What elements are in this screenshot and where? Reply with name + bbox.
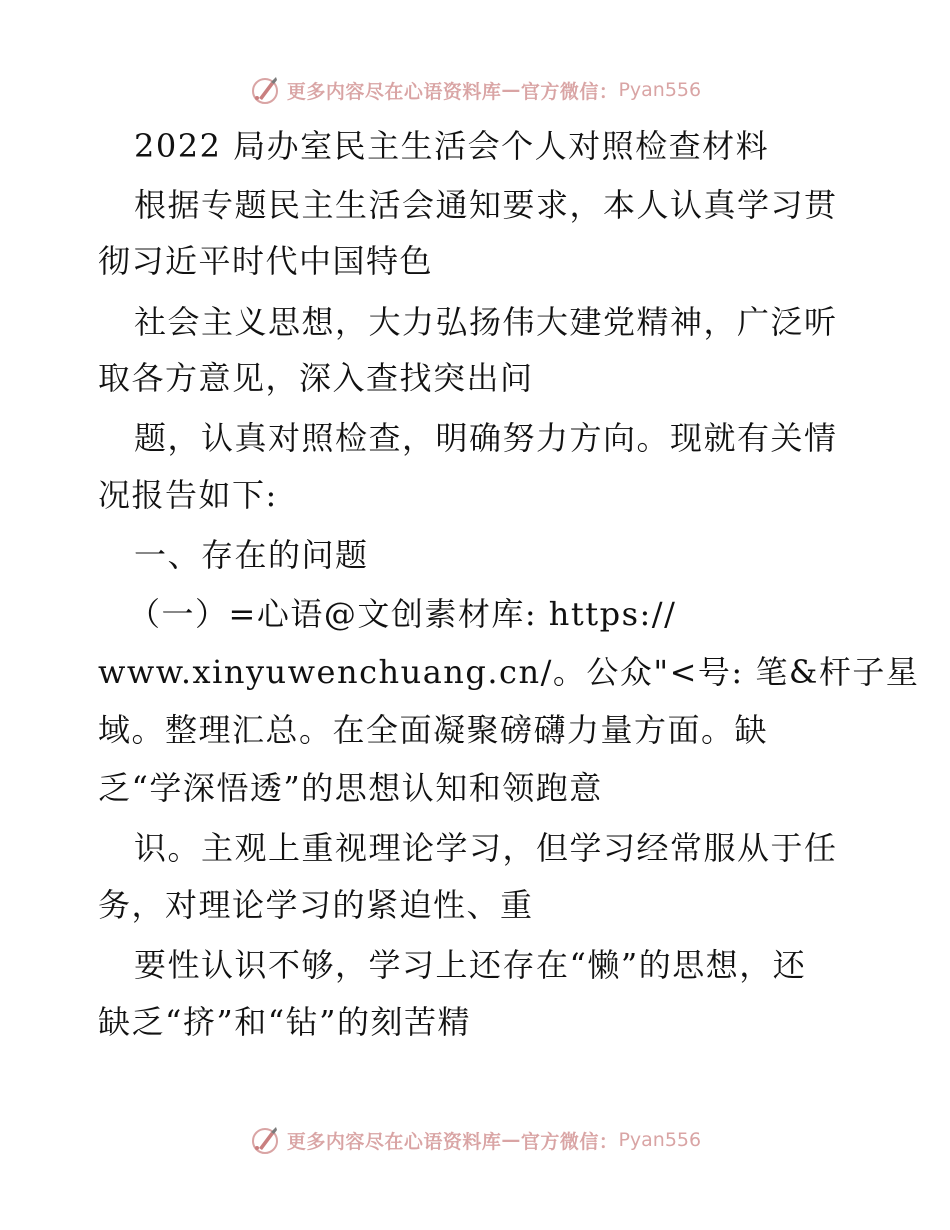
banner-dash: — — [501, 1129, 521, 1151]
paragraph-line: 社会主义思想，大力弘扬伟大建党精神，广泛听 — [134, 303, 838, 341]
banner-dash: — — [501, 79, 521, 101]
paragraph-line: 题，认真对照检查，明确努力方向。现就有关情 — [134, 419, 838, 457]
paragraph-line: 况报告如下: — [98, 476, 278, 514]
pen-quill-logo-icon — [249, 74, 281, 106]
banner-wechat-label: 官方微信： — [520, 1130, 619, 1153]
paragraph-line: 根据专题民主生活会通知要求，本人认真学习贯 — [134, 186, 838, 224]
paragraph-line: 乏“学深悟透”的思想认知和领跑意 — [98, 769, 603, 807]
pen-quill-logo-icon — [249, 1124, 281, 1156]
paragraph-line: www.xinyuwenchuang.cn/。公众"<号: 笔&杆子星 — [98, 653, 920, 691]
paragraph-line: 务，对理论学习的紧迫性、重 — [98, 886, 534, 924]
document-title: 2022 局办室民主生活会个人对照检查材料 — [134, 127, 770, 165]
banner-wechat-label: 官方微信： — [520, 80, 619, 103]
banner-wechat-id: Pyan556 — [618, 1129, 702, 1151]
paragraph-line: 识。主观上重视理论学习，但学习经常服从于任 — [134, 829, 838, 867]
section-heading: 一、存在的问题 — [134, 536, 369, 574]
banner-wechat-id: Pyan556 — [618, 79, 702, 101]
paragraph-line: 取各方意见，深入查找突出问 — [98, 359, 534, 397]
header-watermark-banner — [0, 70, 950, 110]
paragraph-line: 缺乏“挤”和“钻”的刻苦精 — [98, 1003, 471, 1041]
paragraph-line: 域。整理汇总。在全面凝聚磅礴力量方面。缺 — [98, 711, 769, 749]
paragraph-line: 要性认识不够，学习上还存在“懒”的思想，还 — [134, 946, 807, 984]
banner-text: 更多内容尽在心语资料库 — [286, 80, 502, 103]
paragraph-line: （一）=心语@文创素材库: https:// — [128, 595, 677, 633]
banner-text: 更多内容尽在心语资料库 — [286, 1130, 502, 1153]
paragraph-line: 彻习近平时代中国特色 — [98, 242, 434, 280]
footer-watermark-banner — [0, 1120, 950, 1160]
